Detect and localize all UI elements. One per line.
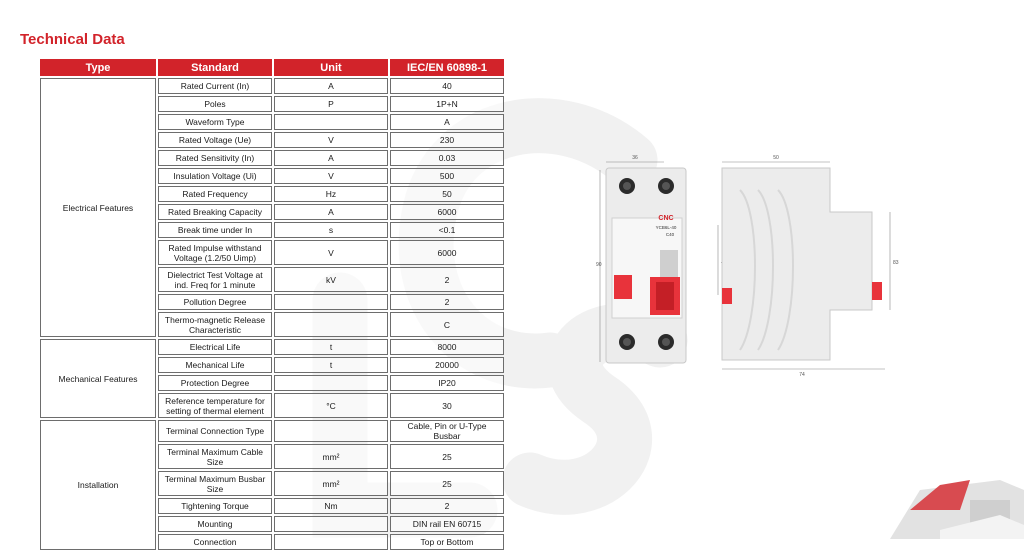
cell-unit (274, 312, 388, 337)
cell-standard: Terminal Maximum Busbar Size (158, 471, 272, 496)
cell-value: 40 (390, 78, 504, 94)
cell-unit (274, 534, 388, 550)
cell-unit: mm² (274, 444, 388, 469)
brand-label: CNC (658, 215, 674, 222)
technical-data-table (38, 57, 506, 552)
cell-unit (274, 114, 388, 130)
cell-value: 230 (390, 132, 504, 148)
device-photo-corner (850, 470, 1024, 539)
cell-standard: Rated Frequency (158, 186, 272, 202)
cell-standard: Connection (158, 534, 272, 550)
cell-standard: Rated Voltage (Ue) (158, 132, 272, 148)
cell-unit: P (274, 96, 388, 112)
cell-value: 2 (390, 294, 504, 310)
cell-unit (274, 294, 388, 310)
cell-value: 500 (390, 168, 504, 184)
cell-standard: Poles (158, 96, 272, 112)
cell-unit: Hz (274, 186, 388, 202)
dim-top-depth: 50 (773, 155, 779, 161)
cell-unit: V (274, 168, 388, 184)
cell-standard: Break time under In (158, 222, 272, 238)
group-label-electrical: Electrical Features (40, 78, 156, 337)
cell-standard: Terminal Connection Type (158, 420, 272, 442)
table-row (40, 78, 504, 94)
cell-unit: V (274, 132, 388, 148)
side-view (718, 155, 899, 378)
cell-value: Cable, Pin or U-Type Busbar (390, 420, 504, 442)
cell-value: DIN rail EN 60715 (390, 516, 504, 532)
cell-unit: A (274, 150, 388, 166)
model-label: YCB6L-40 (655, 225, 677, 230)
cell-unit: A (274, 204, 388, 220)
cell-value: 6000 (390, 240, 504, 265)
header-type: Type (40, 59, 156, 76)
cell-value: 1P+N (390, 96, 504, 112)
cell-standard: Rated Breaking Capacity (158, 204, 272, 220)
cell-standard: Reference temperature for setting of thermal element (158, 393, 272, 418)
cell-value: 2 (390, 267, 504, 292)
dim-front-height: 90 (596, 262, 602, 268)
dimension-diagram (590, 150, 900, 380)
table-row (40, 420, 504, 442)
cell-unit: mm² (274, 471, 388, 496)
cell-unit: t (274, 357, 388, 373)
cell-unit: °C (274, 393, 388, 418)
table-row (40, 339, 504, 355)
rating-label: C40 (665, 232, 675, 237)
dim-side-height-right: 83 (893, 260, 899, 266)
cell-unit: V (274, 240, 388, 265)
cell-standard: Tightening Torque (158, 498, 272, 514)
cell-value: <0.1 (390, 222, 504, 238)
cell-standard: Rated Current (In) (158, 78, 272, 94)
dim-front-width: 36 (632, 155, 638, 161)
header-iec: IEC/EN 60898-1 (390, 59, 504, 76)
table-header-row (40, 59, 504, 76)
cell-value: 25 (390, 471, 504, 496)
cell-unit: A (274, 78, 388, 94)
cell-unit (274, 420, 388, 442)
cell-value: 0.03 (390, 150, 504, 166)
dim-bottom-depth: 74 (799, 372, 805, 378)
cell-unit: kV (274, 267, 388, 292)
cell-value: C (390, 312, 504, 337)
cell-value: IP20 (390, 375, 504, 391)
cell-value: 50 (390, 186, 504, 202)
group-label-mechanical: Mechanical Features (40, 339, 156, 418)
cell-value: Top or Bottom (390, 534, 504, 550)
cell-unit (274, 516, 388, 532)
cell-standard: Protection Degree (158, 375, 272, 391)
cell-standard: Terminal Maximum Cable Size (158, 444, 272, 469)
cell-standard: Mounting (158, 516, 272, 532)
cell-standard: Pollution Degree (158, 294, 272, 310)
cell-standard: Thermo-magnetic Release Characteristic (158, 312, 272, 337)
table-body (40, 78, 504, 550)
cell-standard: Dielectrict Test Voltage at ind. Freq for 1 minute (158, 267, 272, 292)
header-standard: Standard (158, 59, 272, 76)
cell-standard: Electrical Life (158, 339, 272, 355)
cell-value: 30 (390, 393, 504, 418)
cell-value: 6000 (390, 204, 504, 220)
cell-standard: Mechanical Life (158, 357, 272, 373)
front-view (596, 155, 686, 363)
cell-standard: Insulation Voltage (Ui) (158, 168, 272, 184)
cell-unit (274, 375, 388, 391)
header-unit: Unit (274, 59, 388, 76)
cell-unit: s (274, 222, 388, 238)
cell-unit: t (274, 339, 388, 355)
cell-value: 2 (390, 498, 504, 514)
cell-value: 20000 (390, 357, 504, 373)
section-title: Technical Data (20, 31, 125, 48)
cell-value: A (390, 114, 504, 130)
cell-value: 25 (390, 444, 504, 469)
cell-standard: Rated Impulse withstand Voltage (1.2/50 Uimp) (158, 240, 272, 265)
group-label-installation: Installation (40, 420, 156, 550)
cell-standard: Rated Sensitivity (In) (158, 150, 272, 166)
cell-value: 8000 (390, 339, 504, 355)
cell-standard: Waveform Type (158, 114, 272, 130)
cell-unit: Nm (274, 498, 388, 514)
